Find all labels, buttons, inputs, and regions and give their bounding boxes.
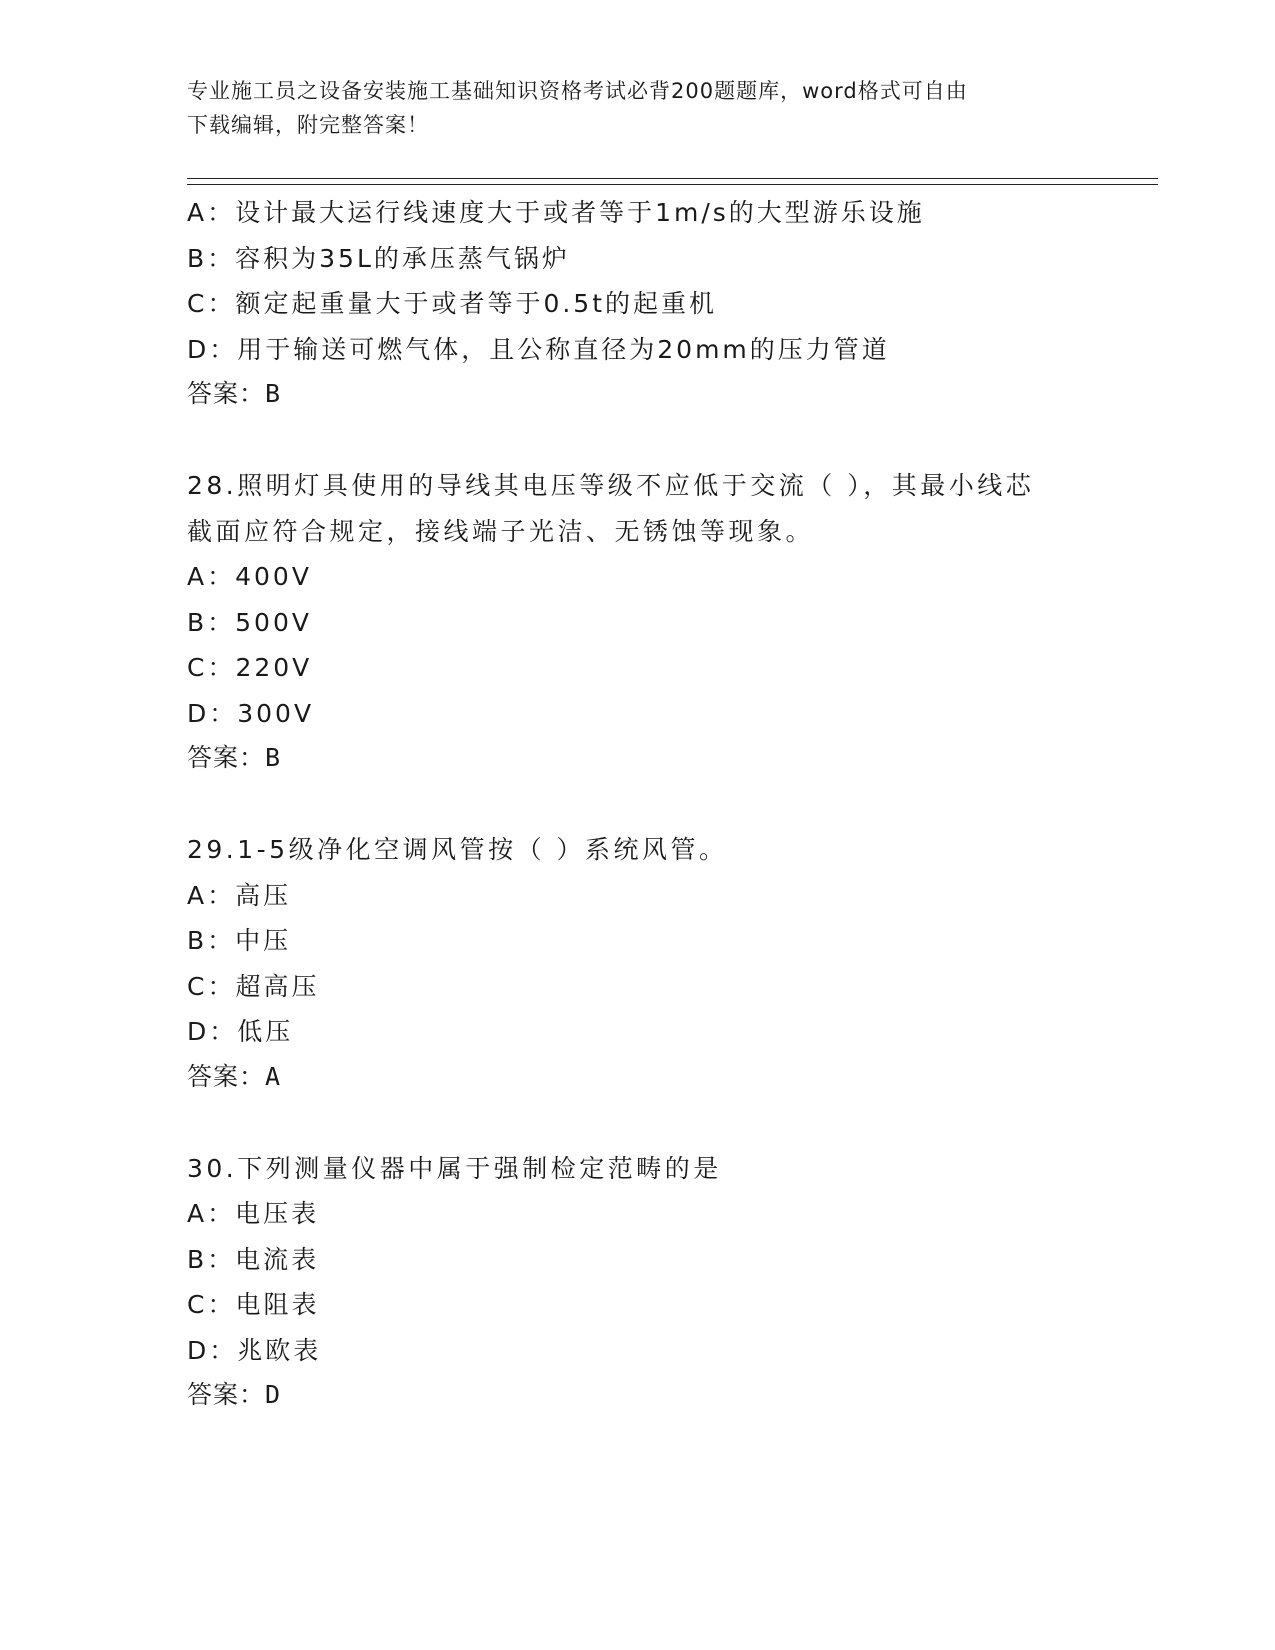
answer-value: B xyxy=(265,743,282,772)
answer-label: 答案： xyxy=(187,379,266,408)
question-list xyxy=(187,190,1127,1417)
option-a: A：400V xyxy=(187,562,312,591)
option-d: D：用于输送可燃气体，且公称直径为20mm的压力管道 xyxy=(187,334,890,364)
header-divider xyxy=(187,178,1158,185)
header-line-2: 下载编辑，附完整答案！ xyxy=(187,113,429,137)
option-c: C：超高压 xyxy=(187,971,320,1001)
question-stem-line-2: 截面应符合规定，接线端子光洁、无锈蚀等现象。 xyxy=(187,516,815,546)
question-29 xyxy=(187,827,1127,1099)
option-c: C：额定起重量大于或者等于0.5t的起重机 xyxy=(187,289,718,318)
question-stem-line-1: 28.照明灯具使用的导线其电压等级不应低于交流（ ），其最小线芯 xyxy=(187,471,1035,500)
document-header xyxy=(187,74,1087,142)
answer-label: 答案： xyxy=(187,1380,266,1409)
option-d: D：300V xyxy=(187,698,315,728)
option-a: A：设计最大运行线速度大于或者等于1m/s的大型游乐设施 xyxy=(187,198,925,227)
option-c: C：220V xyxy=(187,653,313,682)
spacer xyxy=(187,780,1127,827)
option-a: A：高压 xyxy=(187,880,292,910)
question-28 xyxy=(187,463,1127,780)
answer-label: 答案： xyxy=(187,1061,266,1091)
question-27-continued xyxy=(187,190,1127,416)
option-b: B：500V xyxy=(187,607,312,637)
answer-line xyxy=(187,736,1127,780)
answer-value: A xyxy=(265,1061,282,1091)
question-30 xyxy=(187,1146,1127,1418)
answer-value: B xyxy=(265,379,282,408)
option-a: A：电压表 xyxy=(187,1199,320,1228)
spacer xyxy=(187,1099,1127,1146)
answer-line xyxy=(187,372,1127,416)
option-c: C：电阻表 xyxy=(187,1290,320,1319)
option-d: D：兆欧表 xyxy=(187,1335,322,1365)
answer-line xyxy=(187,1055,1127,1099)
option-b: B：中压 xyxy=(187,926,292,955)
option-d: D：低压 xyxy=(187,1017,294,1046)
answer-line xyxy=(187,1373,1127,1417)
spacer xyxy=(187,416,1127,463)
header-line-1: 专业施工员之设备安装施工基础知识资格考试必背200题题库，word格式可自由 xyxy=(187,79,968,103)
question-stem-line-1: 29.1-5级净化空调风管按（ ）系统风管。 xyxy=(187,835,728,864)
question-stem-line-1: 30.下列测量仪器中属于强制检定范畴的是 xyxy=(187,1153,722,1183)
option-b: B：容积为35L的承压蒸气锅炉 xyxy=(187,243,570,273)
answer-value: D xyxy=(265,1380,282,1409)
answer-label: 答案： xyxy=(187,743,266,772)
option-b: B：电流表 xyxy=(187,1244,320,1274)
